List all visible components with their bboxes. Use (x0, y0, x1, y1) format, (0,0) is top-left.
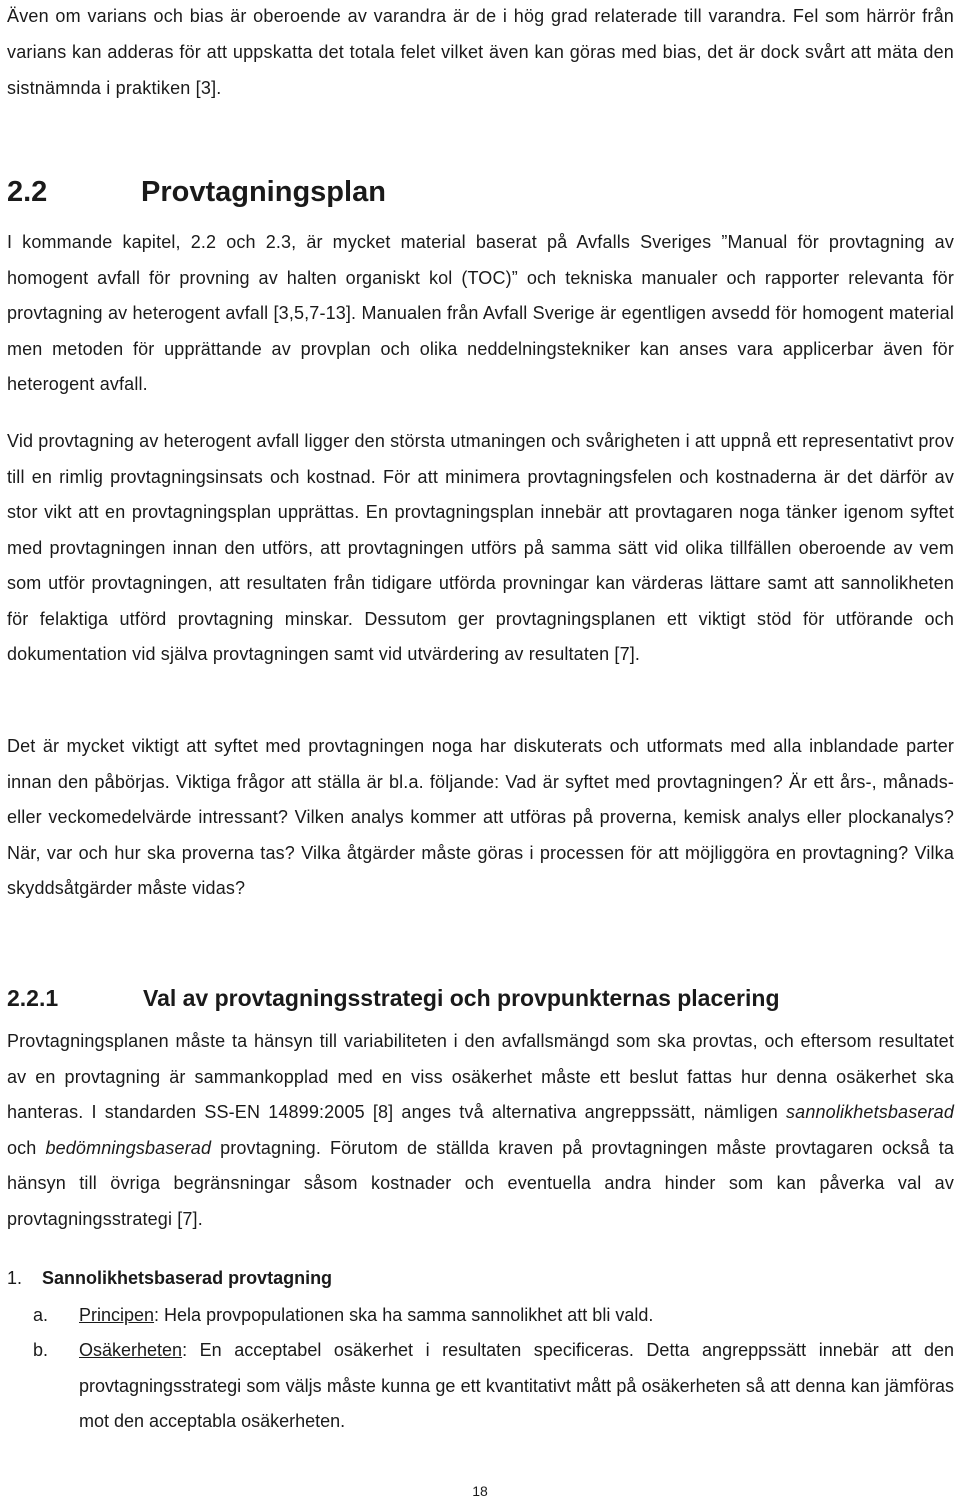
sub-list-marker: b. (33, 1340, 49, 1360)
emphasis-sannolikhetsbaserad: sannolikhetsbaserad (786, 1102, 954, 1122)
list-item-title: Sannolikhetsbaserad provtagning (42, 1268, 333, 1288)
paragraph-2-2-1-1: Provtagningsplanen måste ta hänsyn till variabiliteten i den avfallsmängd som ska provtas, och eftersom resultatet av en provtagning är sammankopplad med en viss osäkerhet måste ett beslut fattas hur denna osäkerhet ska hanteras. I standarden SS-EN 14899:2005 [8] anges två alternativa angreppssätt, nämligen sannolikhetsbaserad och bedömningsbaserad provtagning. Förutom de ställda kraven på provtagningen måste provtagaren också ta hänsyn till övriga begränsningar såsom kostnader och eventuella andra hinder som kan påverka val av provtagningsstrategi [7]. (7, 1031, 955, 1229)
paragraph-2-2-2: Vid provtagning av heterogent avfall ligger den största utmaningen och svårigheten i att uppnå ett representativt prov till en rimlig provtagningsinsats och kostnad. För att minimera provtagningsfelen och kostnaderna är det därför av stor vikt att en provtagningsplan upprättas. En provtagningsplan innebär att provtagaren noga tänker igenom syftet med provtagningen innan den utförs, att provtagningen utförs på samma sätt vid olika tillfällen oberoende av vem som utför provtagningen, att resultaten från tidigare utförda provningar kan värderas lättare samt att sannolikheten för felaktiga utförd provtagning minskar. Dessutom ger provtagningsplanen ett viktigt stöd för utförande och dokumentation vid själva provtagningen samt vid utvärdering av resultaten [7]. (7, 431, 954, 664)
term-principen: Principen (79, 1305, 155, 1325)
section-number: 2.2 (7, 176, 48, 208)
section-title: Provtagningsplan (141, 176, 386, 208)
term-osakerheten: Osäkerheten (79, 1340, 183, 1360)
sub-list-marker: a. (33, 1305, 49, 1325)
sub-list-item-b: b. Osäkerheten: En acceptabel osäkerhet i resultaten specificeras. Detta angreppssätt innebär att den provtagningsstrategi som väljs måste kunna ge ett kvantitativt mått på osäkerheten så att denna kan jämföras mot den acceptabla osäkerheten. (33, 1333, 954, 1440)
page-number: 18 (472, 1483, 488, 1499)
section-heading-2-2-1 (7, 985, 780, 1012)
subsection-number: 2.2.1 (7, 985, 59, 1011)
sub-list-item-a: a. Principen: Hela provpopulationen ska ha samma sannolikhet att bli vald. (33, 1298, 954, 1334)
emphasis-bedomningsbaserad: bedömningsbaserad (45, 1137, 212, 1158)
paragraph-2-2-1: I kommande kapitel, 2.2 och 2.3, är mycket material baserat på Avfalls Sveriges ”Manual för provtagning av homogent avfall för provning av halten organiskt kol (TOC)” och tekniska manualer och rapporter relevanta för provtagning av heterogent avfall [3,5,7-13]. Manualen från Avfall Sverige är egentligen avsedd för homogent material men metoden för upprättande av provplan och olika neddelningstekniker kan anses vara applicerbar även för heterogent avfall. (7, 232, 954, 394)
paragraph-2-2-3: Det är mycket viktigt att syftet med provtagningen noga har diskuterats och utformats med alla inblandade parter innan den påbörjas. Viktiga frågor att ställa är bl.a. följande: Vad är syftet med provtagningen? Är ett års-, månads- eller veckomedelvärde intressant? Vilken analys kommer att utföras på proverna, kemisk analys eller plockanalys? När, var och hur ska proverna tas? Vilka åtgärder måste göras i processen för att möjliggöra en provtagning? Vilka skyddsåtgärder måste vidas? (7, 736, 954, 898)
intro-paragraph: Även om varians och bias är oberoende av varandra är de i hög grad relaterade till varandra. Fel som härrör från varians kan adderas för att uppskatta det totala felet vilket även kan göras med bias, det är dock svårt att mäta den sistnämnda i praktiken [3]. (7, 6, 954, 98)
list-marker: 1. (7, 1268, 23, 1288)
section-heading-2-2 (7, 176, 386, 209)
subsection-title: Val av provtagningsstrategi och provpunkternas placering (143, 985, 780, 1011)
list-item-1 (7, 1268, 332, 1289)
